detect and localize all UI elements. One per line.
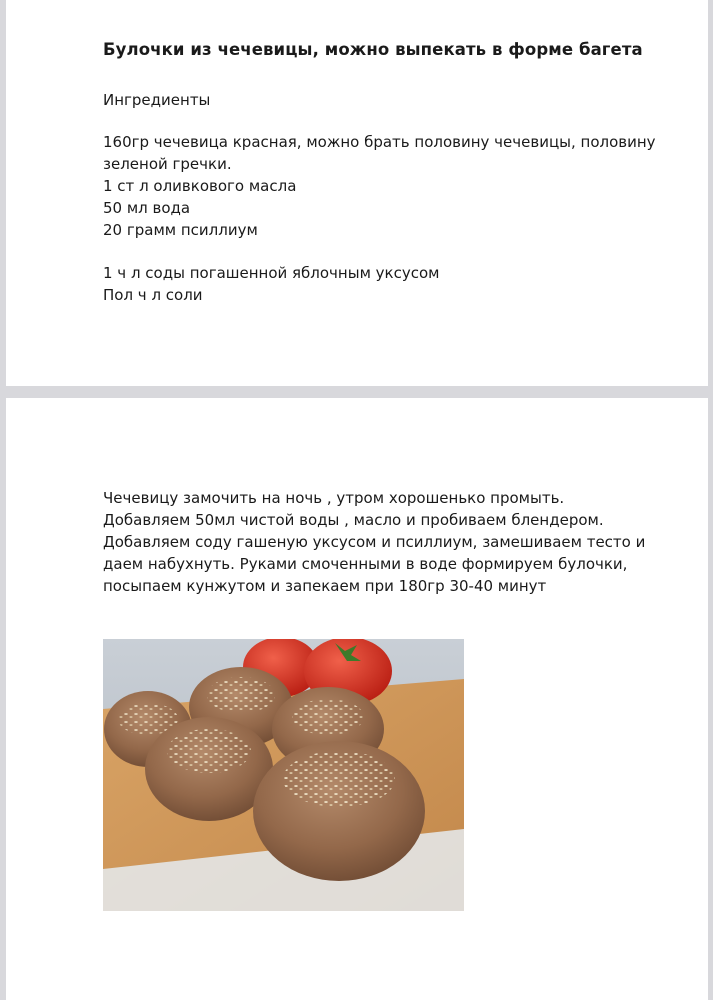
ingredient-line: 1 ч л соды погашенной яблочным уксусом [103,264,440,282]
ingredient-line: Пол ч л соли [103,286,203,304]
ingredients-extra-list [103,262,439,306]
method-line: посыпаем кунжутом и запекаем при 180гр 30-40 минут [103,577,547,595]
ingredients-heading: Ингредиенты [103,91,211,109]
recipe-title: Булочки из чечевицы, можно выпекать в форме багета [103,40,643,59]
document-page-2 [6,398,708,1000]
ingredients-list [103,131,656,241]
document-page-1 [6,0,708,386]
method-text [103,487,645,597]
ingredient-line: 160гр чечевица красная, можно брать половину чечевицы, половину [103,133,656,151]
method-line: Добавляем соду гашеную уксусом и псиллиум, замешиваем тесто и [103,533,646,551]
method-line: Добавляем 50мл чистой воды , масло и пробиваем блендером. [103,511,604,529]
method-line: даем набухнуть. Руками смоченными в воде формируем булочки, [103,555,628,573]
ingredient-line: зеленой гречки. [103,155,232,173]
ingredient-line: 1 ст л оливкового масла [103,177,297,195]
ingredient-line: 20 грамм псиллиум [103,221,258,239]
ingredient-line: 50 мл вода [103,199,191,217]
method-line: Чечевицу замочить на ночь , утром хорошенько промыть. [103,489,565,507]
bread-rolls-photo [103,639,464,911]
